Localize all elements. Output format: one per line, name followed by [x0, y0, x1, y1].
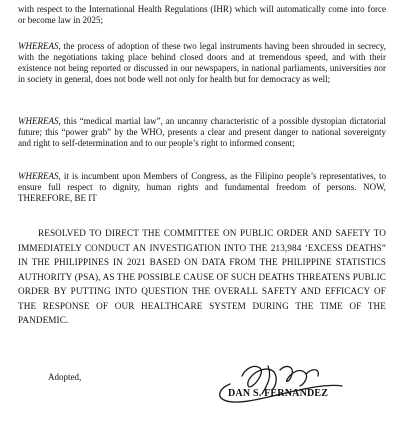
- paragraph-ihr-continuation: [18, 4, 386, 26]
- paragraph-text: with respect to the International Health Regulations (IHR) which will automatically come into force or become law in 2025;: [18, 4, 386, 25]
- whereas-paragraph-medical-martial-law: [18, 116, 386, 149]
- paragraph-text: , this “medical martial law”, an uncanny characteristic of a possible dystopian dictatorial future; this “power grab” by the WHO, presents a clear and present danger to national sovereignty and right to self-determination and to our people’s right to informed consent;: [18, 116, 386, 148]
- signer-name: DAN S. FERNANDEZ: [228, 388, 329, 399]
- adopted-label: Adopted,: [48, 372, 82, 382]
- whereas-label: WHEREAS: [18, 41, 59, 51]
- whereas-paragraph-secrecy: [18, 41, 386, 85]
- paragraph-text: , the process of adoption of these two legal instruments having been shrouded in secrecy, with the negotiations taking place behind closed doors and at tremendous speed, and with their existence not being reported or discussed in our newspapers, in national parliaments, universities nor in society in general, does not bode well not only for health but for democracy as well;: [18, 41, 386, 84]
- whereas-label: WHEREAS: [18, 171, 59, 181]
- resolved-clause: RESOLVED TO DIRECT THE COMMITTEE ON PUBLIC ORDER AND SAFETY TO IMMEDIATELY CONDUCT AN INVESTIGATION INTO THE 213,984 ‘EXCESS DEATHS” IN THE PHILIPPINES IN 2021 BASED ON DATA FROM THE PHILIPPINE STATISTICS AUTHORITY (PSA), AS THE POSSIBLE CAUSE OF SUCH DEATHS THREATENS PUBLIC ORDER BY PUTTING INTO QUESTION THE OVERALL SAFETY AND EFFICACY OF THE RESPONSE OF OUR HEALTHCARE SYSTEM DURING THE TIME OF THE PANDEMIC.: [18, 228, 386, 325]
- paragraph-text: , it is incumbent upon Members of Congress, as the Filipino people’s representatives, to ensure full respect to dignity, human rights and fundamental freedom of persons. NOW, THEREFORE, BE IT: [18, 171, 386, 203]
- whereas-label: WHEREAS: [18, 116, 59, 126]
- handwritten-signature: [202, 354, 352, 410]
- whereas-paragraph-congress: [18, 171, 386, 204]
